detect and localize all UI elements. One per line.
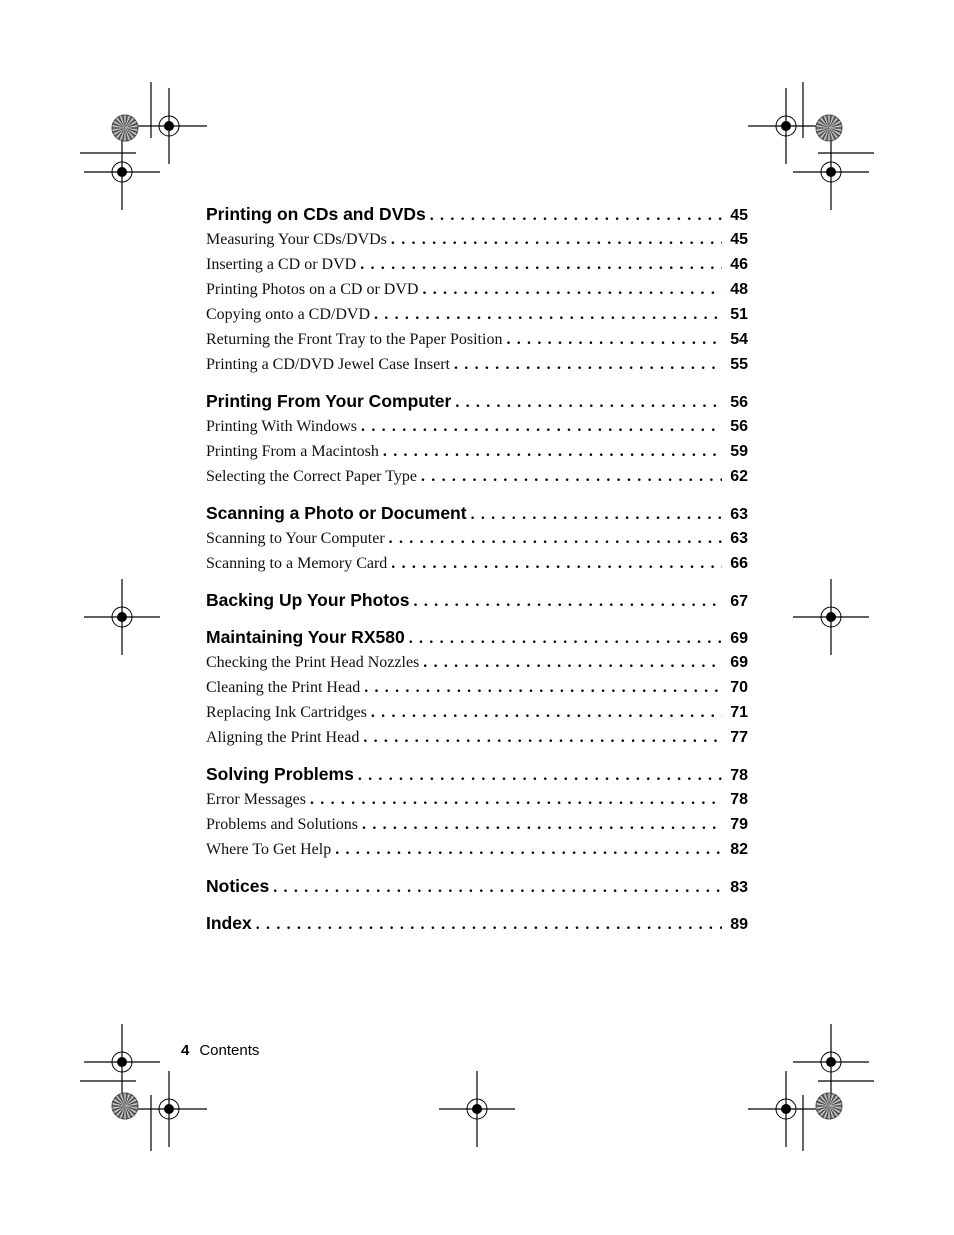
toc-subentry[interactable]	[206, 252, 748, 277]
toc-page-number: 56	[730, 394, 748, 411]
toc-page-number: 45	[730, 231, 748, 248]
toc-page-number: 45	[730, 207, 748, 224]
dot-leader	[358, 763, 722, 788]
toc-subentry[interactable]	[206, 352, 748, 377]
toc-page-number: 62	[730, 468, 748, 485]
starburst-target-icon	[112, 115, 138, 141]
crosshair-target-icon	[84, 1024, 160, 1100]
toc-entry-title: Printing a CD/DVD Jewel Case Insert	[206, 356, 450, 373]
dot-leader	[256, 912, 722, 937]
toc-entry-title: Printing With Windows	[206, 418, 358, 435]
toc-subentry[interactable]	[206, 650, 748, 675]
toc-page-number: 55	[730, 356, 748, 373]
toc-subentry[interactable]	[206, 551, 748, 576]
toc-page-number: 69	[730, 654, 748, 671]
toc-subentry[interactable]	[206, 837, 748, 862]
toc-entry-title: Cleaning the Print Head	[206, 679, 361, 696]
toc-page-number: 82	[730, 841, 748, 858]
toc-section-heading[interactable]	[206, 762, 748, 787]
toc-section-heading[interactable]	[206, 202, 748, 227]
toc-page-number: 59	[730, 443, 748, 460]
toc-entry-title: Problems and Solutions	[206, 816, 359, 833]
toc-subentry[interactable]	[206, 700, 748, 725]
toc-section-heading[interactable]	[206, 874, 748, 899]
dot-leader	[371, 700, 722, 725]
toc-subentry[interactable]	[206, 464, 748, 489]
crosshair-target-icon	[748, 88, 824, 164]
dot-leader	[383, 439, 722, 464]
toc-entry-title: Notices	[206, 876, 270, 896]
toc-entry-title: Backing Up Your Photos	[206, 590, 410, 610]
toc-page-number: 71	[730, 704, 748, 721]
toc-entry-title: Index	[206, 913, 252, 933]
dot-leader	[362, 812, 722, 837]
footer-section-title: Contents	[199, 1042, 260, 1059]
dot-leader	[471, 502, 722, 527]
toc-page-number: 69	[730, 630, 748, 647]
toc-subentry[interactable]	[206, 526, 748, 551]
toc-page-number: 67	[730, 593, 748, 610]
toc-subentry[interactable]	[206, 327, 748, 352]
crosshair-target-icon	[131, 88, 207, 164]
toc-entry-title: Aligning the Print Head	[206, 729, 360, 746]
toc-section-heading[interactable]	[206, 588, 748, 613]
toc-subentry[interactable]	[206, 414, 748, 439]
toc-page-number: 77	[730, 729, 748, 746]
toc-subentry[interactable]	[206, 277, 748, 302]
toc-entry-title: Checking the Print Head Nozzles	[206, 654, 420, 671]
toc-subentry[interactable]	[206, 227, 748, 252]
starburst-target-icon	[112, 1093, 138, 1119]
dot-leader	[389, 526, 722, 551]
toc-page-number: 56	[730, 418, 748, 435]
crosshair-target-icon	[439, 1071, 515, 1147]
toc-entry-title: Solving Problems	[206, 764, 354, 784]
toc-section-heading[interactable]	[206, 501, 748, 526]
toc-subentry[interactable]	[206, 439, 748, 464]
starburst-target-icon	[816, 1093, 842, 1119]
toc-section-heading[interactable]	[206, 389, 748, 414]
toc-entry-title: Copying onto a CD/DVD	[206, 306, 370, 323]
dot-leader	[273, 875, 722, 900]
toc-entry-title: Printing on CDs and DVDs	[206, 204, 426, 224]
toc-entry-title: Measuring Your CDs/DVDs	[206, 231, 387, 248]
dot-leader	[391, 227, 722, 252]
dot-leader	[374, 302, 722, 327]
dot-leader	[364, 675, 722, 700]
toc-page-number: 48	[730, 281, 748, 298]
dot-leader	[391, 551, 722, 576]
dot-leader	[455, 390, 722, 415]
dot-leader	[430, 203, 722, 228]
toc-page-number: 79	[730, 816, 748, 833]
crosshair-target-icon	[84, 579, 160, 655]
crosshair-target-icon	[793, 1024, 869, 1100]
toc-page-number: 83	[730, 879, 748, 896]
toc-page-number: 54	[730, 331, 748, 348]
toc-entry-title: Scanning a Photo or Document	[206, 503, 467, 523]
toc-entry-title: Inserting a CD or DVD	[206, 256, 357, 273]
dot-leader	[421, 464, 722, 489]
toc-entry-title: Scanning to a Memory Card	[206, 555, 388, 572]
dot-leader	[335, 837, 722, 862]
crosshair-target-icon	[131, 1071, 207, 1147]
crosshair-target-icon	[793, 579, 869, 655]
footer-page-number: 4	[181, 1042, 190, 1059]
dot-leader	[363, 725, 722, 750]
toc-section-heading[interactable]	[206, 625, 748, 650]
crosshair-target-icon	[748, 1071, 824, 1147]
crosshair-target-icon	[793, 134, 869, 210]
toc-subentry[interactable]	[206, 675, 748, 700]
toc-entry-title: Printing From a Macintosh	[206, 443, 379, 460]
toc-page-number: 78	[730, 767, 748, 784]
toc-subentry[interactable]	[206, 787, 748, 812]
toc-entry-title: Maintaining Your RX580	[206, 627, 405, 647]
toc-page-number: 63	[730, 506, 748, 523]
page-footer	[181, 1042, 259, 1059]
toc-subentry[interactable]	[206, 302, 748, 327]
toc-page-number: 51	[730, 306, 748, 323]
toc-page-number: 89	[730, 916, 748, 933]
toc-page-number: 66	[730, 555, 748, 572]
toc-entry-title: Returning the Front Tray to the Paper Position	[206, 331, 503, 348]
dot-leader	[310, 787, 722, 812]
toc-entry-title: Error Messages	[206, 791, 306, 808]
toc-entry-title: Printing Photos on a CD or DVD	[206, 281, 419, 298]
toc-page-number: 70	[730, 679, 748, 696]
dot-leader	[361, 414, 722, 439]
toc-entry-title: Printing From Your Computer	[206, 391, 452, 411]
toc-entry-title: Scanning to Your Computer	[206, 530, 385, 547]
toc-entry-title: Selecting the Correct Paper Type	[206, 468, 417, 485]
dot-leader	[454, 352, 722, 377]
toc-section-heading[interactable]	[206, 911, 748, 936]
toc-page-number: 63	[730, 530, 748, 547]
toc-entry-title: Where To Get Help	[206, 841, 332, 858]
toc-page-number: 78	[730, 791, 748, 808]
toc-subentry[interactable]	[206, 725, 748, 750]
toc-page-number: 46	[730, 256, 748, 273]
dot-leader	[423, 650, 722, 675]
dot-leader	[422, 277, 722, 302]
dot-leader	[414, 589, 722, 614]
starburst-target-icon	[816, 115, 842, 141]
dot-leader	[360, 252, 722, 277]
table-of-contents	[206, 202, 748, 936]
dot-leader	[409, 626, 722, 651]
toc-subentry[interactable]	[206, 812, 748, 837]
dot-leader	[506, 327, 722, 352]
toc-entry-title: Replacing Ink Cartridges	[206, 704, 367, 721]
crosshair-target-icon	[84, 134, 160, 210]
